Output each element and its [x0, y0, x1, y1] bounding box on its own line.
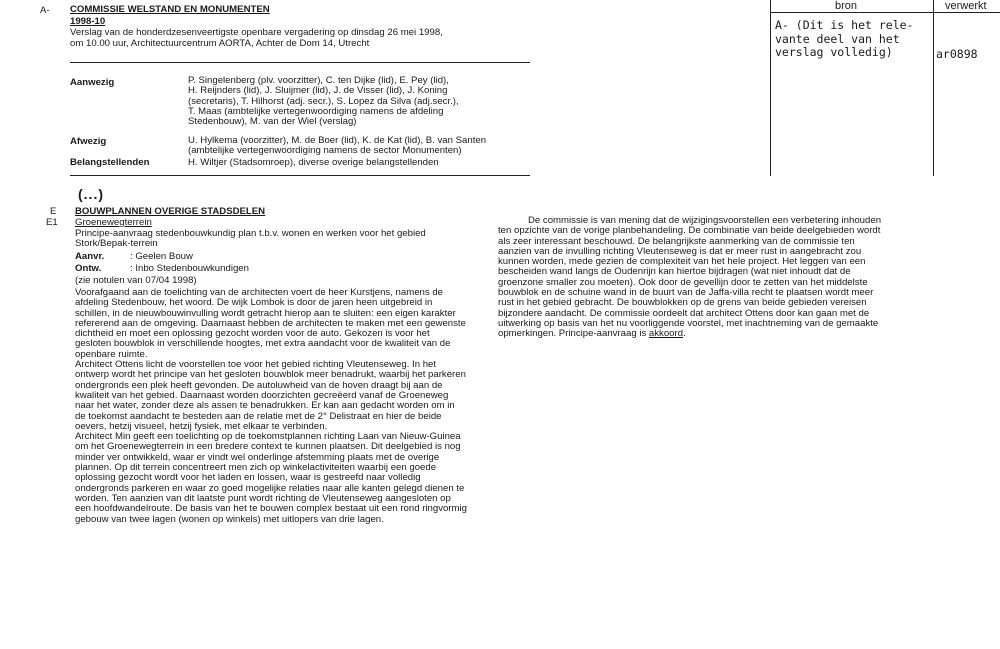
present-line: P. Singelenberg (plv. voorzitter), C. ten Dijke (lid), E. Pey (lid),	[188, 75, 449, 86]
stamp-divider	[933, 0, 934, 176]
opinion-line: als zeer interessant beschouwd. De belangrijkste aanmerking van de commissie ten	[498, 235, 855, 247]
body-line: de toekomst aandacht te besteden aan de relatie met de 2° Delistraat en hier de beide	[75, 410, 442, 422]
opinion-line: rust in het gebied gebracht. De bouwblokken op de grens van beide gebieden vereisen	[498, 297, 867, 309]
stamp-note-line: vante deel van het	[775, 31, 900, 46]
body-line: om het Groenewegterrein in een bredere context te kunnen plaatsen. Dit deelgebied is nog	[75, 441, 461, 453]
designer-label: Ontw.	[75, 263, 102, 274]
opinion-line: bouwblok en de schuine wand in de buurt van de Jaffa-villa recht te plaatsen wordt meer	[498, 287, 874, 299]
present-line: T. Maas (ambtelijke vertegenwoordiging namens de afdeling	[188, 105, 444, 117]
body-line: ontwerp wordt het principe van het gesloten bouwblok meer benadrukt, waarbij het parkeren	[75, 369, 466, 381]
stamp-col-verwerkt: verwerkt	[945, 0, 987, 12]
body-line: worden. Ten aanzien van dit laatste punt wordt richting de Vleutenseweg aangesloten op	[75, 492, 451, 504]
body-line: oevers, hetzij visueel, hetzij fysiek, met elkaar te verbinden.	[75, 420, 328, 432]
omission-marker: (...)	[78, 186, 104, 202]
applicant-value: : Geelen Bouw	[130, 251, 193, 262]
committee-opinion	[498, 216, 881, 340]
body-line: openbare ruimte.	[75, 348, 148, 360]
body-line: oplossing gezocht wordt voor het laden en lossen, waar is gestreefd naar volledig	[75, 472, 421, 484]
body-line: ondergronds een plek heeft gevonden. De autoluwheid van de hoven draagt bij aan de	[75, 379, 443, 391]
intro-line: Stork/Bepak-terrein	[75, 238, 158, 250]
body-line: een hoofdwandelroute. De basis van het te bouwen complex bestaat uit een rond ringvormig	[75, 503, 467, 515]
body-line: Architect Min geeft een toelichting op de toekomstplannen richting Laan van Nieuw-Guinea	[75, 431, 461, 443]
opinion-line: uitwerking op basis van het nu voorliggende voorstel, met inachtneming van de gemaakte	[498, 317, 879, 329]
margin-marker-e: E	[50, 206, 57, 217]
verdict: akkoord	[648, 328, 684, 340]
present-line: H. Reijnders (lid), J. Sluijmer (lid), J. de Visser (lid), J. Koning	[188, 85, 448, 97]
meeting-line-1: Verslag van de honderdzesenveertigste openbare vergadering op dinsdag 26 mei 1998,	[70, 27, 443, 38]
stamp-reference: ar0898	[936, 47, 978, 61]
designer-value: : Inbo Stedenbouwkundigen	[130, 263, 249, 274]
header-rule	[70, 62, 530, 63]
body-line: plannen. Op dit terrein concentreert men zich op winkelactiviteiten waarbij een goede	[75, 462, 437, 474]
section-heading: BOUWPLANNEN OVERIGE STADSDELEN	[75, 206, 266, 217]
stamp-header-rule	[770, 12, 1000, 13]
section-body	[75, 288, 467, 525]
margin-marker-a: A-	[40, 5, 50, 16]
opinion-line: opmerkingen. Principe-aanvraag is	[498, 328, 647, 340]
present-line: (secretaris), T. Hilhorst (adj. secr.), S. Lopez da Silva (adj.secr.),	[188, 95, 459, 107]
body-line: schillen, in de nieuwbouwinvulling wordt getracht hierop aan te sluiten: een eigen karakter	[75, 307, 456, 319]
body-line: afdeling Stedenbouw, het woord. De wijk Lombok is door de jaren heen uitgebreid in	[75, 297, 433, 309]
opinion-line: bijzondere aandacht. De commissie oordeelt dat architect Ottens door kan gaan met de	[498, 307, 870, 319]
attendance-rule	[70, 175, 530, 176]
present-list	[188, 76, 459, 127]
stamp-note-line: A- (Dit is het rele-	[775, 18, 914, 32]
section-intro	[75, 229, 426, 250]
opinion-line: ten opzichte van de vorige planbehandeling. De combinatie van beide deelgebieden wordt	[498, 225, 881, 237]
stamp-col-bron: bron	[835, 0, 858, 12]
margin-marker-e1: E1	[46, 217, 58, 228]
stamp-note-line: verslag volledig)	[775, 45, 893, 60]
meeting-line-2: om 10.00 uur, Architectuurcentrum AORTA, Achter de Dom 14, Utrecht	[70, 38, 370, 49]
opinion-line: kunnen worden, mede gezien de complexiteit van het hele project. Het leggen van een	[498, 256, 866, 268]
opinion-line: De commissie is van mening dat de wijzigingsvoorstellen een verbetering inhouden	[528, 215, 882, 226]
opinion-line: groenzone smaller zou moeten). Ook door de gevellijn door te zetten van het middelste	[498, 276, 868, 288]
stamp-note	[775, 19, 913, 60]
opinion-line: aanzien van de invulling richting Vleutenseweg is dat er meer rust in aangebracht zou	[498, 245, 862, 257]
absent-line: (ambtelijke vertegenwoordiging namens de sector Monumenten)	[188, 145, 462, 157]
body-line: kwaliteit van het gebied. Daarnaast worden doorzichten gecreëerd vanaf de Groeneweg	[75, 389, 449, 401]
stakeholders-label: Belangstellenden	[70, 157, 150, 168]
applicant-label: Aanvr.	[75, 251, 105, 262]
document-title: COMMISSIE WELSTAND EN MONUMENTEN	[70, 4, 270, 15]
intro-line: Principe-aanvraag stedenbouwkundig plan t.b.v. wonen en werken voor het gebied	[75, 228, 426, 239]
body-line: minder ver ontwikkeld, waar er vindt wel onderlinge afstemming plaats met de overige	[75, 451, 440, 463]
body-line: gebouw van twee lagen (wonen op winkels) met uitlopers van drie lagen.	[75, 513, 384, 525]
stakeholders-line: H. Wiltjer (Stadsomroep), diverse overige belangstellenden	[188, 157, 439, 168]
document-code: 1998-10	[70, 16, 106, 27]
body-line: naar het water, zonder deze als assen te benadrukken. Er kan aan gedacht worden om in	[75, 400, 455, 412]
opinion-line: bescheiden wand langs de Oudenrijn kan hiertoe bijdragen (wat niet inhoudt dat de	[498, 266, 851, 278]
section-subheading: Groenewegterrein	[75, 217, 152, 228]
verdict-end: .	[683, 328, 686, 340]
absent-line: U. Hylkema (voorzitter), M. de Boer (lid), K. de Kat (lid), B. van Santen	[188, 135, 487, 146]
body-line: ondergronds parkeren en waar zo goed mogelijke relaties naar alle kanten gelegd dienen te	[75, 482, 465, 494]
body-line: dichtheid en moet een oplossing gezocht worden voor de auto. Gekozen is voor het	[75, 328, 430, 340]
present-line: Stedenbouw), M. van der Wiel (verslag)	[188, 116, 357, 128]
absent-label: Afwezig	[70, 136, 107, 147]
body-line: Voorafgaand aan de toelichting van de architecten voert de heer Kurstjens, namens de	[75, 287, 444, 298]
body-line: refererend aan de omgeving. Daarnaast hebben de architecten te maken met een gewenste	[75, 317, 466, 329]
body-line: Architect Ottens licht de voorstellen toe voor het gebied richting Vleutenseweg. In het	[75, 359, 437, 371]
minutes-reference: (zie notulen van 07/04 1998)	[75, 275, 197, 286]
stamp-left-border	[770, 0, 771, 176]
present-label: Aanwezig	[70, 77, 115, 88]
opinion-last-line	[498, 329, 881, 339]
body-line: gesloten bouwblok in verschillende hoogtes, met extra aandacht voor de kwaliteit van de	[75, 338, 451, 350]
absent-list	[188, 136, 486, 157]
